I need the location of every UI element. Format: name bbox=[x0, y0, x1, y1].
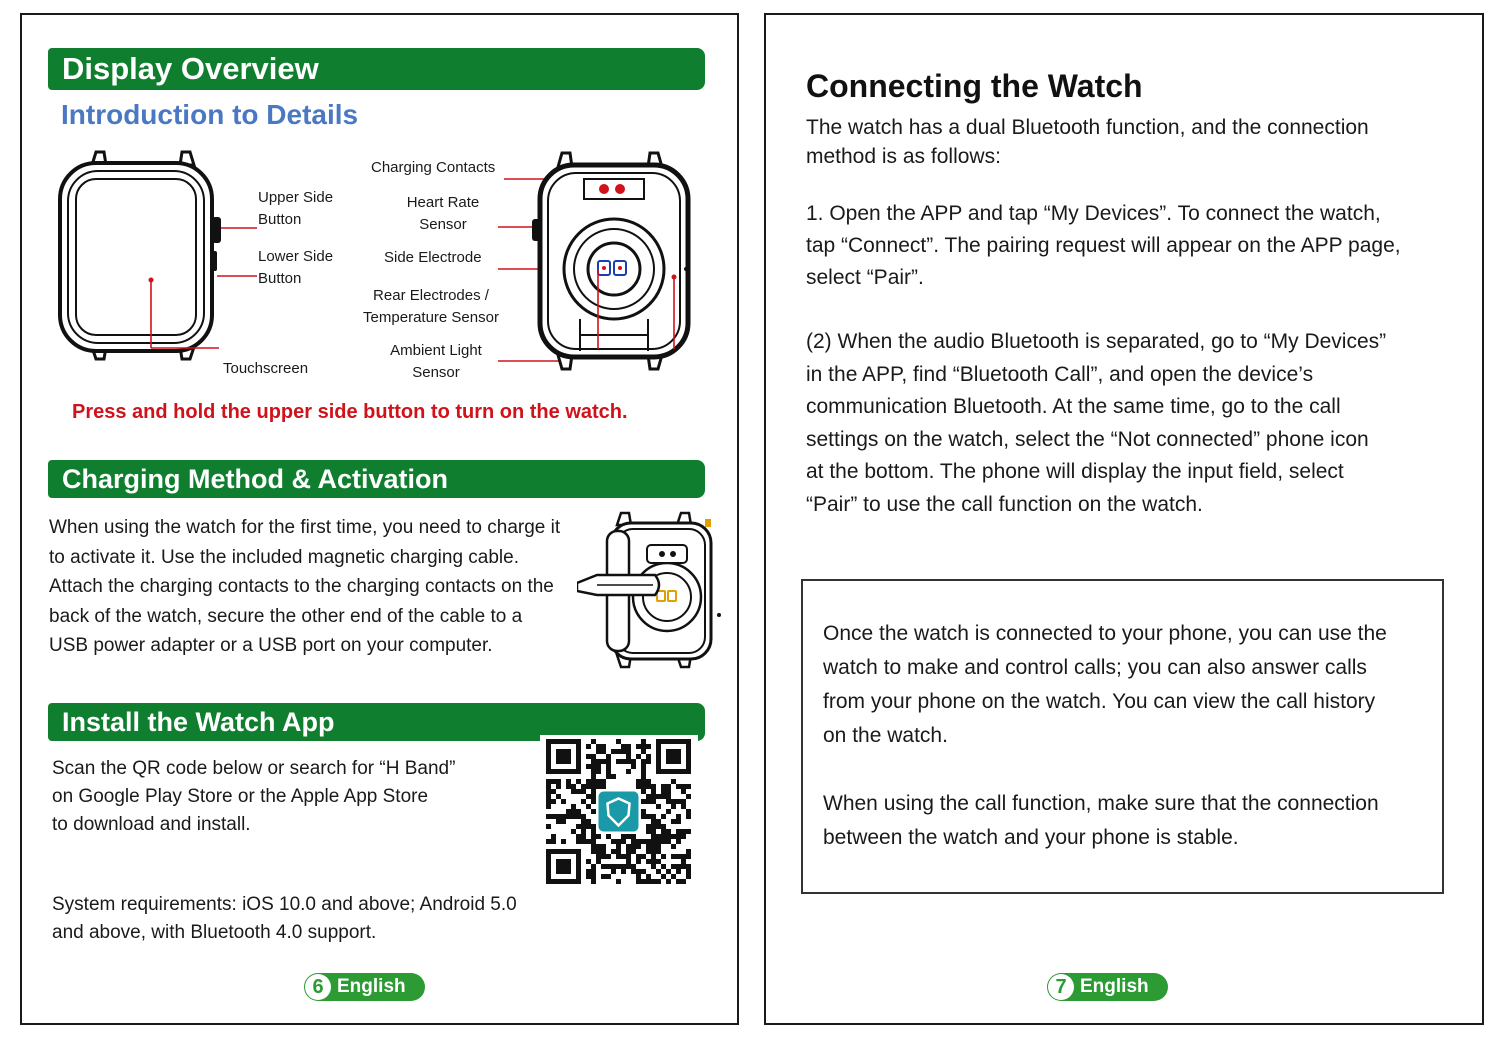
page-language: English bbox=[337, 976, 406, 997]
connection-step-1: 1. Open the APP and tap “My Devices”. To connect the watch, tap “Connect”. The pairing request will appear on the APP page, select “Pair”. bbox=[806, 202, 1401, 289]
connection-intro: The watch has a dual Bluetooth function, and the connection method is as follows: bbox=[806, 116, 1369, 168]
left-page bbox=[20, 13, 739, 1025]
details-subtitle: Introduction to Details bbox=[61, 99, 359, 130]
call-info-box bbox=[801, 579, 1444, 894]
rear-electrodes-label: Rear Electrodes / Temperature Sensor bbox=[363, 287, 499, 326]
touchscreen-label: Touchscreen bbox=[223, 360, 309, 377]
call-info-paragraph-1: Once the watch is connected to your phone, you can use the watch to make and control calls; you can also answer calls from your phone on the watch. You can view the call history on the watch. bbox=[823, 622, 1387, 747]
page-number-7-badge bbox=[1047, 973, 1168, 1001]
ambient-light-sensor-label: Ambient Light Sensor bbox=[390, 342, 482, 381]
page-number-6-badge bbox=[304, 973, 425, 1001]
watch-charging-diagram bbox=[577, 505, 722, 675]
page-number: 6 bbox=[305, 974, 331, 1000]
page-language: English bbox=[1080, 976, 1149, 997]
connecting-title: Connecting the Watch bbox=[806, 68, 1143, 104]
charging-banner bbox=[48, 460, 705, 498]
call-info-paragraph-2: When using the call function, make sure that the connection between the watch and your phone is stable. bbox=[823, 792, 1379, 849]
display-overview-title: Display Overview bbox=[62, 51, 319, 86]
connection-step-2: (2) When the audio Bluetooth is separated, go to “My Devices” in the APP, find “Bluetooth Call”, and open the device’s communication Bluetooth. At the same time, go to the call settings on the watch, select the “Not connected” phone icon at the bottom. The phone will display the input field, select “Pair” to use the call function on the watch. bbox=[806, 330, 1387, 516]
charging-contacts-label: Charging Contacts bbox=[371, 159, 496, 176]
app-qr-code[interactable] bbox=[540, 735, 698, 889]
lower-side-button-label: Lower Side Button bbox=[258, 248, 334, 287]
install-app-title: Install the Watch App bbox=[62, 706, 335, 737]
charging-instructions: When using the watch for the first time, you need to charge it to activate it. Use the included magnetic charging cable. Attach the charging contacts to the charging contacts on the back of the watch, secure the other end of the cable to a USB power adapter or a USB port on your computer. bbox=[49, 517, 561, 656]
install-app-instructions: Scan the QR code below or search for “H Band” on Google Play Store or the Apple App Store to download and install. bbox=[52, 758, 456, 835]
charging-title: Charging Method & Activation bbox=[62, 463, 448, 494]
watch-back-diagram bbox=[498, 149, 698, 379]
watch-front-diagram bbox=[52, 147, 262, 382]
upper-side-button-label: Upper Side Button bbox=[258, 189, 334, 228]
display-overview-banner bbox=[48, 48, 705, 90]
page-number: 7 bbox=[1048, 974, 1074, 1000]
system-requirements: System requirements: iOS 10.0 and above; Android 5.0 and above, with Bluetooth 4.0 support. bbox=[52, 894, 517, 943]
power-on-notice: Press and hold the upper side button to turn on the watch. bbox=[72, 401, 628, 423]
heart-rate-sensor-label: Heart Rate Sensor bbox=[406, 194, 480, 233]
right-page bbox=[764, 13, 1484, 1025]
side-electrode-label: Side Electrode bbox=[384, 249, 482, 266]
